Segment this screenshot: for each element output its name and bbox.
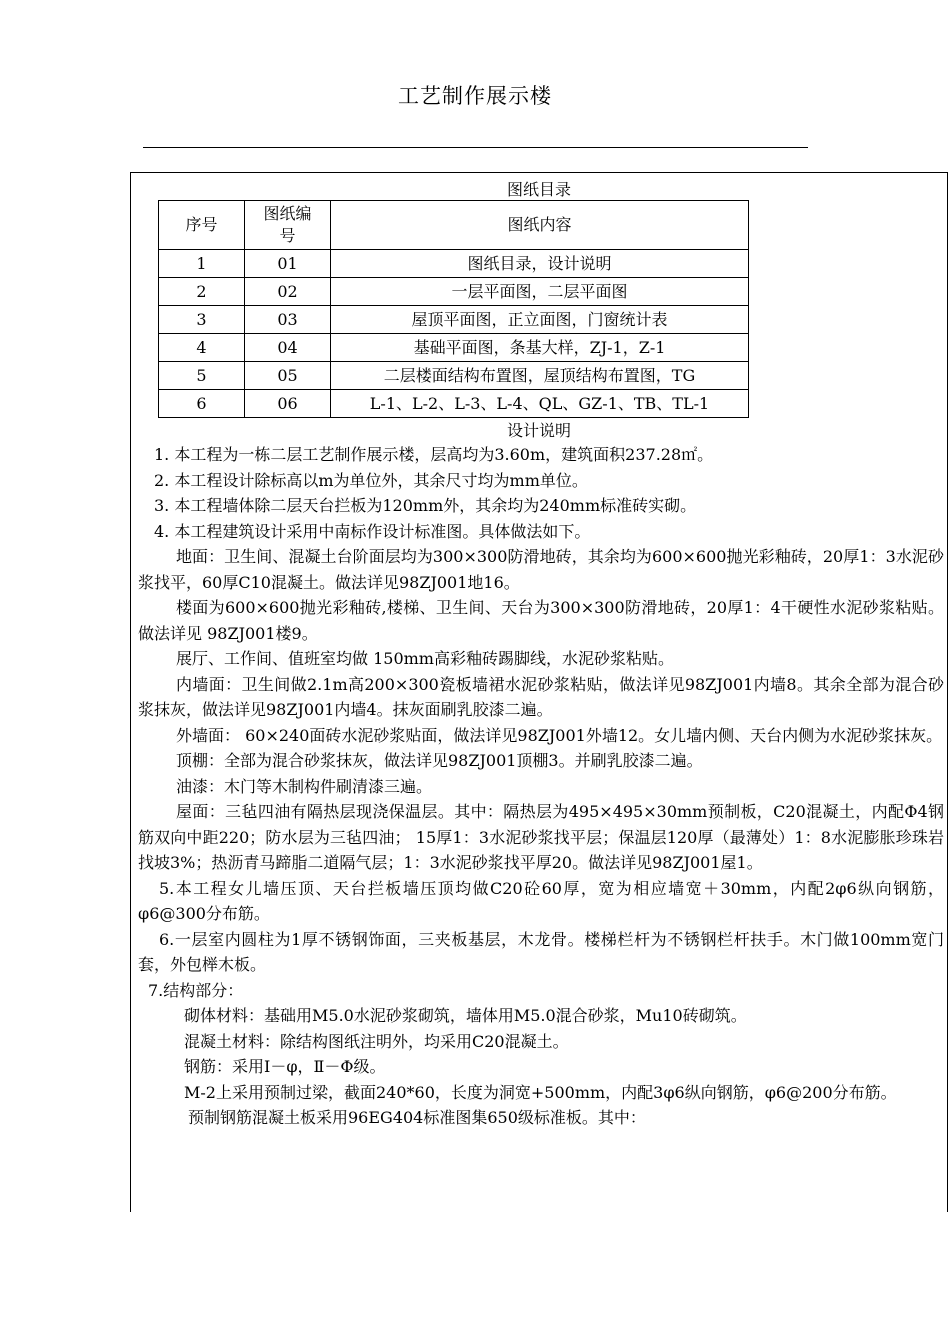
cell-code: 01	[245, 250, 331, 278]
design-paragraph: 混凝土材料：除结构图纸注明外，均采用C20混凝土。	[184, 1031, 569, 1051]
cell-seq: 1	[159, 250, 245, 278]
cell-content: 二层楼面结构布置图，屋顶结构布置图，TG	[331, 362, 749, 390]
design-paragraph: 2. 本工程设计除标高以m为单位外，其余尺寸均为mm单位。	[154, 470, 588, 490]
design-paragraph: 1. 本工程为一栋二层工艺制作展示楼，层高均为3.60m，建筑面积237.28㎡。	[154, 445, 714, 464]
cell-seq: 4	[159, 334, 245, 362]
table-row	[159, 278, 749, 306]
design-paragraph: 4. 本工程建筑设计采用中南标作设计标准图。具体做法如下。	[154, 521, 591, 541]
design-paragraph: 预制钢筋混凝土板采用96EG404标准图集650级标准板。其中：	[188, 1108, 646, 1127]
design-paragraph: 钢筋：采用Ⅰ－φ，Ⅱ－Φ级。	[184, 1057, 386, 1076]
cell-code: 02	[245, 278, 331, 306]
design-paragraph: 7.结构部分：	[148, 980, 244, 1000]
cell-seq: 2	[159, 278, 245, 306]
header-content: 图纸内容	[331, 201, 749, 250]
cell-seq: 5	[159, 362, 245, 390]
design-paragraph: 砌体材料：基础用M5.0水泥砂浆砌筑，墙体用M5.0混合砂浆，Mu10砖砌筑。	[184, 1006, 747, 1025]
design-paragraph: 楼面为600×600抛光彩釉砖,楼梯、卫生间、天台为300×300防滑地砖，20厚1：4干硬性水泥砂浆粘贴。做法详见 98ZJ001楼9。	[138, 598, 944, 643]
header-code-line2: 号	[279, 226, 296, 245]
table-row	[159, 334, 749, 362]
design-paragraph: 顶棚：全部为混合砂浆抹灰，做法详见98ZJ001顶棚3。并刷乳胶漆二遍。	[176, 751, 703, 770]
cell-content: L-1、L-2、L-3、L-4、QL、GZ-1、TB、TL-1	[331, 390, 749, 418]
design-paragraph: 屋面：三毡四油有隔热层现浇保温层。其中：隔热层为495×495×30mm预制板，C20混凝土，内配Φ4钢筋双向中距220；防水层为三毡四油； 15厚1：3水泥砂浆找平层；保温层120厚（最薄处）1：8水泥膨胀珍珠岩找坡3%；热沥青马蹄脂二道隔气层；1：3水泥砂浆找平厚20。做法详见98ZJ001屋1。	[138, 802, 944, 872]
design-paragraph: 展厅、工作间、值班室均做 150mm高彩釉砖踢脚线，水泥砂浆粘贴。	[176, 649, 674, 668]
catalog-heading: 图纸目录	[506, 180, 571, 199]
cell-code: 04	[245, 334, 331, 362]
design-paragraph: 内墙面：卫生间做2.1m高200×300瓷板墙裙水泥砂浆粘贴，做法详见98ZJ001内墙8。其余全部为混合砂浆抹灰，做法详见98ZJ001内墙4。抹灰面刷乳胶漆二遍。	[138, 674, 944, 719]
table-row	[159, 390, 749, 418]
cell-content: 基础平面图，条基大样，ZJ-1，Z-1	[331, 334, 749, 362]
cell-content: 一层平面图，二层平面图	[331, 278, 749, 306]
design-paragraph: 5.本工程女儿墙压顶、天台拦板墙压顶均做C20砼60厚，宽为相应墙宽＋30mm，内配2φ6纵向钢筋，φ6@300分布筋。	[138, 878, 944, 923]
drawing-catalog-table	[158, 200, 749, 418]
design-paragraph: 地面：卫生间、混凝土台阶面层均为300×300防滑地砖，其余均为600×600抛光彩釉砖，20厚1：3水泥砂浆找平，60厚C10混凝土。做法详见98ZJ001地16。	[138, 547, 944, 592]
header-seq: 序号	[159, 201, 245, 250]
title-underline	[143, 147, 808, 148]
table-row	[159, 250, 749, 278]
table-header-row	[159, 201, 749, 250]
cell-code: 05	[245, 362, 331, 390]
design-paragraph: 油漆：木门等木制构件刷清漆三遍。	[176, 776, 433, 796]
cell-content: 屋顶平面图，正立面图，门窗统计表	[331, 306, 749, 334]
cell-content: 图纸目录，设计说明	[331, 250, 749, 278]
design-paragraph: 6.一层室内圆柱为1厚不锈钢饰面，三夹板基层，木龙骨。楼梯栏杆为不锈钢栏杆扶手。木门做100mm宽门套，外包榉木板。	[138, 929, 944, 974]
design-notes-heading: 设计说明	[506, 421, 571, 440]
design-paragraph: 外墙面： 60×240面砖水泥砂浆贴面，做法详见98ZJ001外墙12。女儿墙内侧、天台内侧为水泥砂浆抹灰。	[176, 725, 943, 745]
cell-seq: 3	[159, 306, 245, 334]
document-title: 工艺制作展示楼	[398, 84, 552, 108]
cell-code: 06	[245, 390, 331, 418]
design-paragraph: 3. 本工程墙体除二层天台拦板为120mm外，其余均为240mm标准砖实砌。	[154, 496, 697, 515]
header-code	[245, 201, 331, 250]
cell-seq: 6	[159, 390, 245, 418]
design-paragraph: M-2上采用预制过梁，截面240*60，长度为洞宽+500mm，内配3φ6纵向钢筋，φ6@200分布筋。	[184, 1082, 897, 1102]
cell-code: 03	[245, 306, 331, 334]
design-notes-body	[138, 442, 944, 1131]
header-code-line1: 图纸编	[263, 204, 312, 223]
table-row	[159, 306, 749, 334]
table-row	[159, 362, 749, 390]
